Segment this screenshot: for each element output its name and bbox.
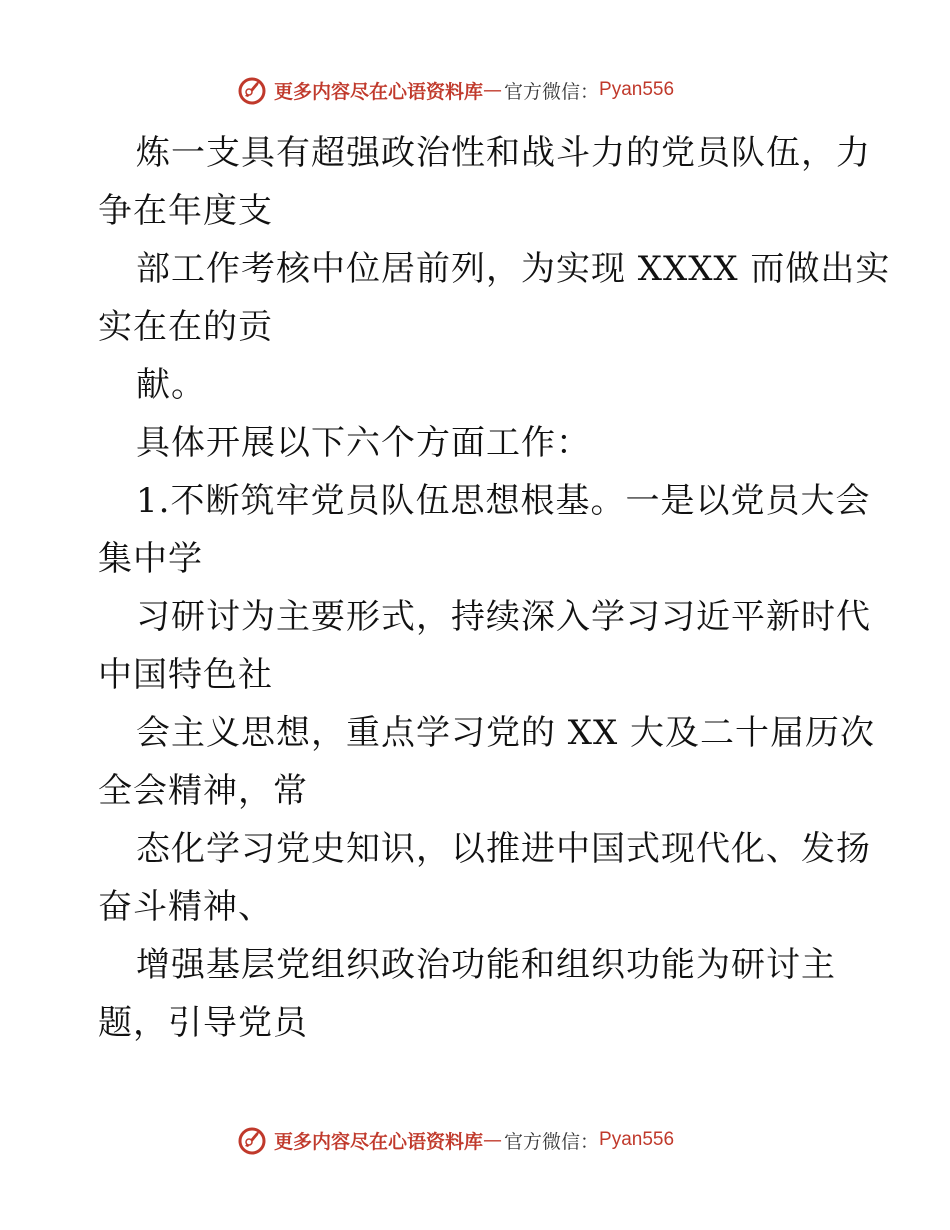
text-line: 1.不断筑牢党员队伍思想根基。一是以党员大会 [136,481,871,521]
text-line: 献。 [136,365,206,405]
text-line: 中国特色社 [98,655,273,695]
text-line: 部工作考核中位居前列，为实现 XXXX 而做出实 [136,249,891,289]
body-text [98,124,891,1052]
text-line: 全会精神，常 [98,771,308,811]
banner-wechat-label: 官方微信： [504,1130,600,1153]
footer-banner [236,1123,756,1157]
text-line: 题，引导党员 [98,1003,308,1043]
text-line: 习研讨为主要形式，持续深入学习习近平新时代 [136,597,871,637]
text-line: 炼一支具有超强政治性和战斗力的党员队伍，力 [136,133,871,173]
text-line: 奋斗精神、 [98,887,273,927]
banner-dash: — [483,79,503,101]
text-line: 增强基层党组织政治功能和组织功能为研讨主 [136,945,836,985]
header-banner [236,73,756,107]
text-line: 集中学 [98,539,203,579]
banner-wechat-label: 官方微信： [504,80,600,103]
banner-main-text: 更多内容尽在心语资料库 [274,1130,484,1153]
text-line: 会主义思想，重点学习党的 XX 大及二十届历次 [136,713,876,753]
banner-wechat-id: Pyan556 [599,1129,675,1150]
text-line: 具体开展以下六个方面工作： [136,423,591,463]
banner-main-text: 更多内容尽在心语资料库 [274,80,484,103]
text-line: 实在在的贡 [98,307,273,347]
banner-dash: — [483,1129,503,1151]
text-line: 态化学习党史知识，以推进中国式现代化、发扬 [136,829,871,869]
quill-logo-icon [236,74,268,106]
text-line: 争在年度支 [98,191,273,231]
quill-logo-icon [236,1124,268,1156]
banner-wechat-id: Pyan556 [599,79,675,100]
